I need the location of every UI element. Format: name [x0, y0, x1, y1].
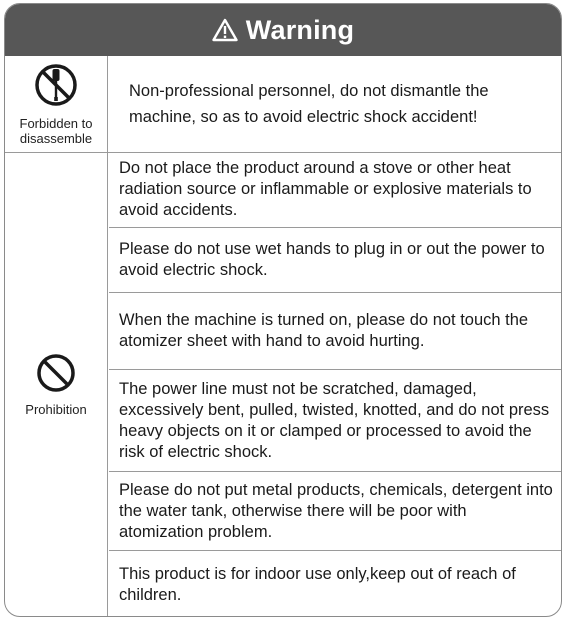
- prohibition-item: Do not place the product around a stove or other heat radiation source or inflammable or explosive materials to avoid accidents.: [119, 159, 532, 219]
- prohibition-label: Prohibition: [25, 402, 87, 417]
- prohibition-item: This product is for indoor use only,keep out of reach of children.: [119, 564, 516, 604]
- warning-card: [4, 3, 562, 617]
- forbidden-text: Non-professional personnel, do not dismantle the machine, so as to avoid electric shock accident!: [129, 82, 489, 126]
- no-screwdriver-icon: [34, 63, 78, 112]
- warning-header: [5, 4, 561, 56]
- prohibition-icon: [36, 353, 76, 398]
- prohibition-item: Please do not use wet hands to plug in or out the power to avoid electric shock.: [119, 240, 545, 279]
- prohibition-item: When the machine is turned on, please do not touch the atomizer sheet with hand to avoid hurting.: [119, 311, 529, 350]
- forbidden-category: [5, 56, 108, 152]
- header-title: Warning: [245, 14, 355, 45]
- prohibition-item: The power line must not be scratched, damaged, excessively bent, pulled, twisted, knotted, and do not press heavy objects on it or clamped or processed to avoid the risk of electric shock.: [119, 379, 550, 461]
- prohibition-item: Please do not put metal products, chemicals, detergent into the water tank, otherwise there will be poor with atomization problem.: [119, 480, 553, 541]
- warning-triangle-icon: [212, 18, 238, 42]
- forbidden-label: Forbidden to disassemble: [19, 115, 93, 146]
- prohibition-category: [5, 152, 108, 617]
